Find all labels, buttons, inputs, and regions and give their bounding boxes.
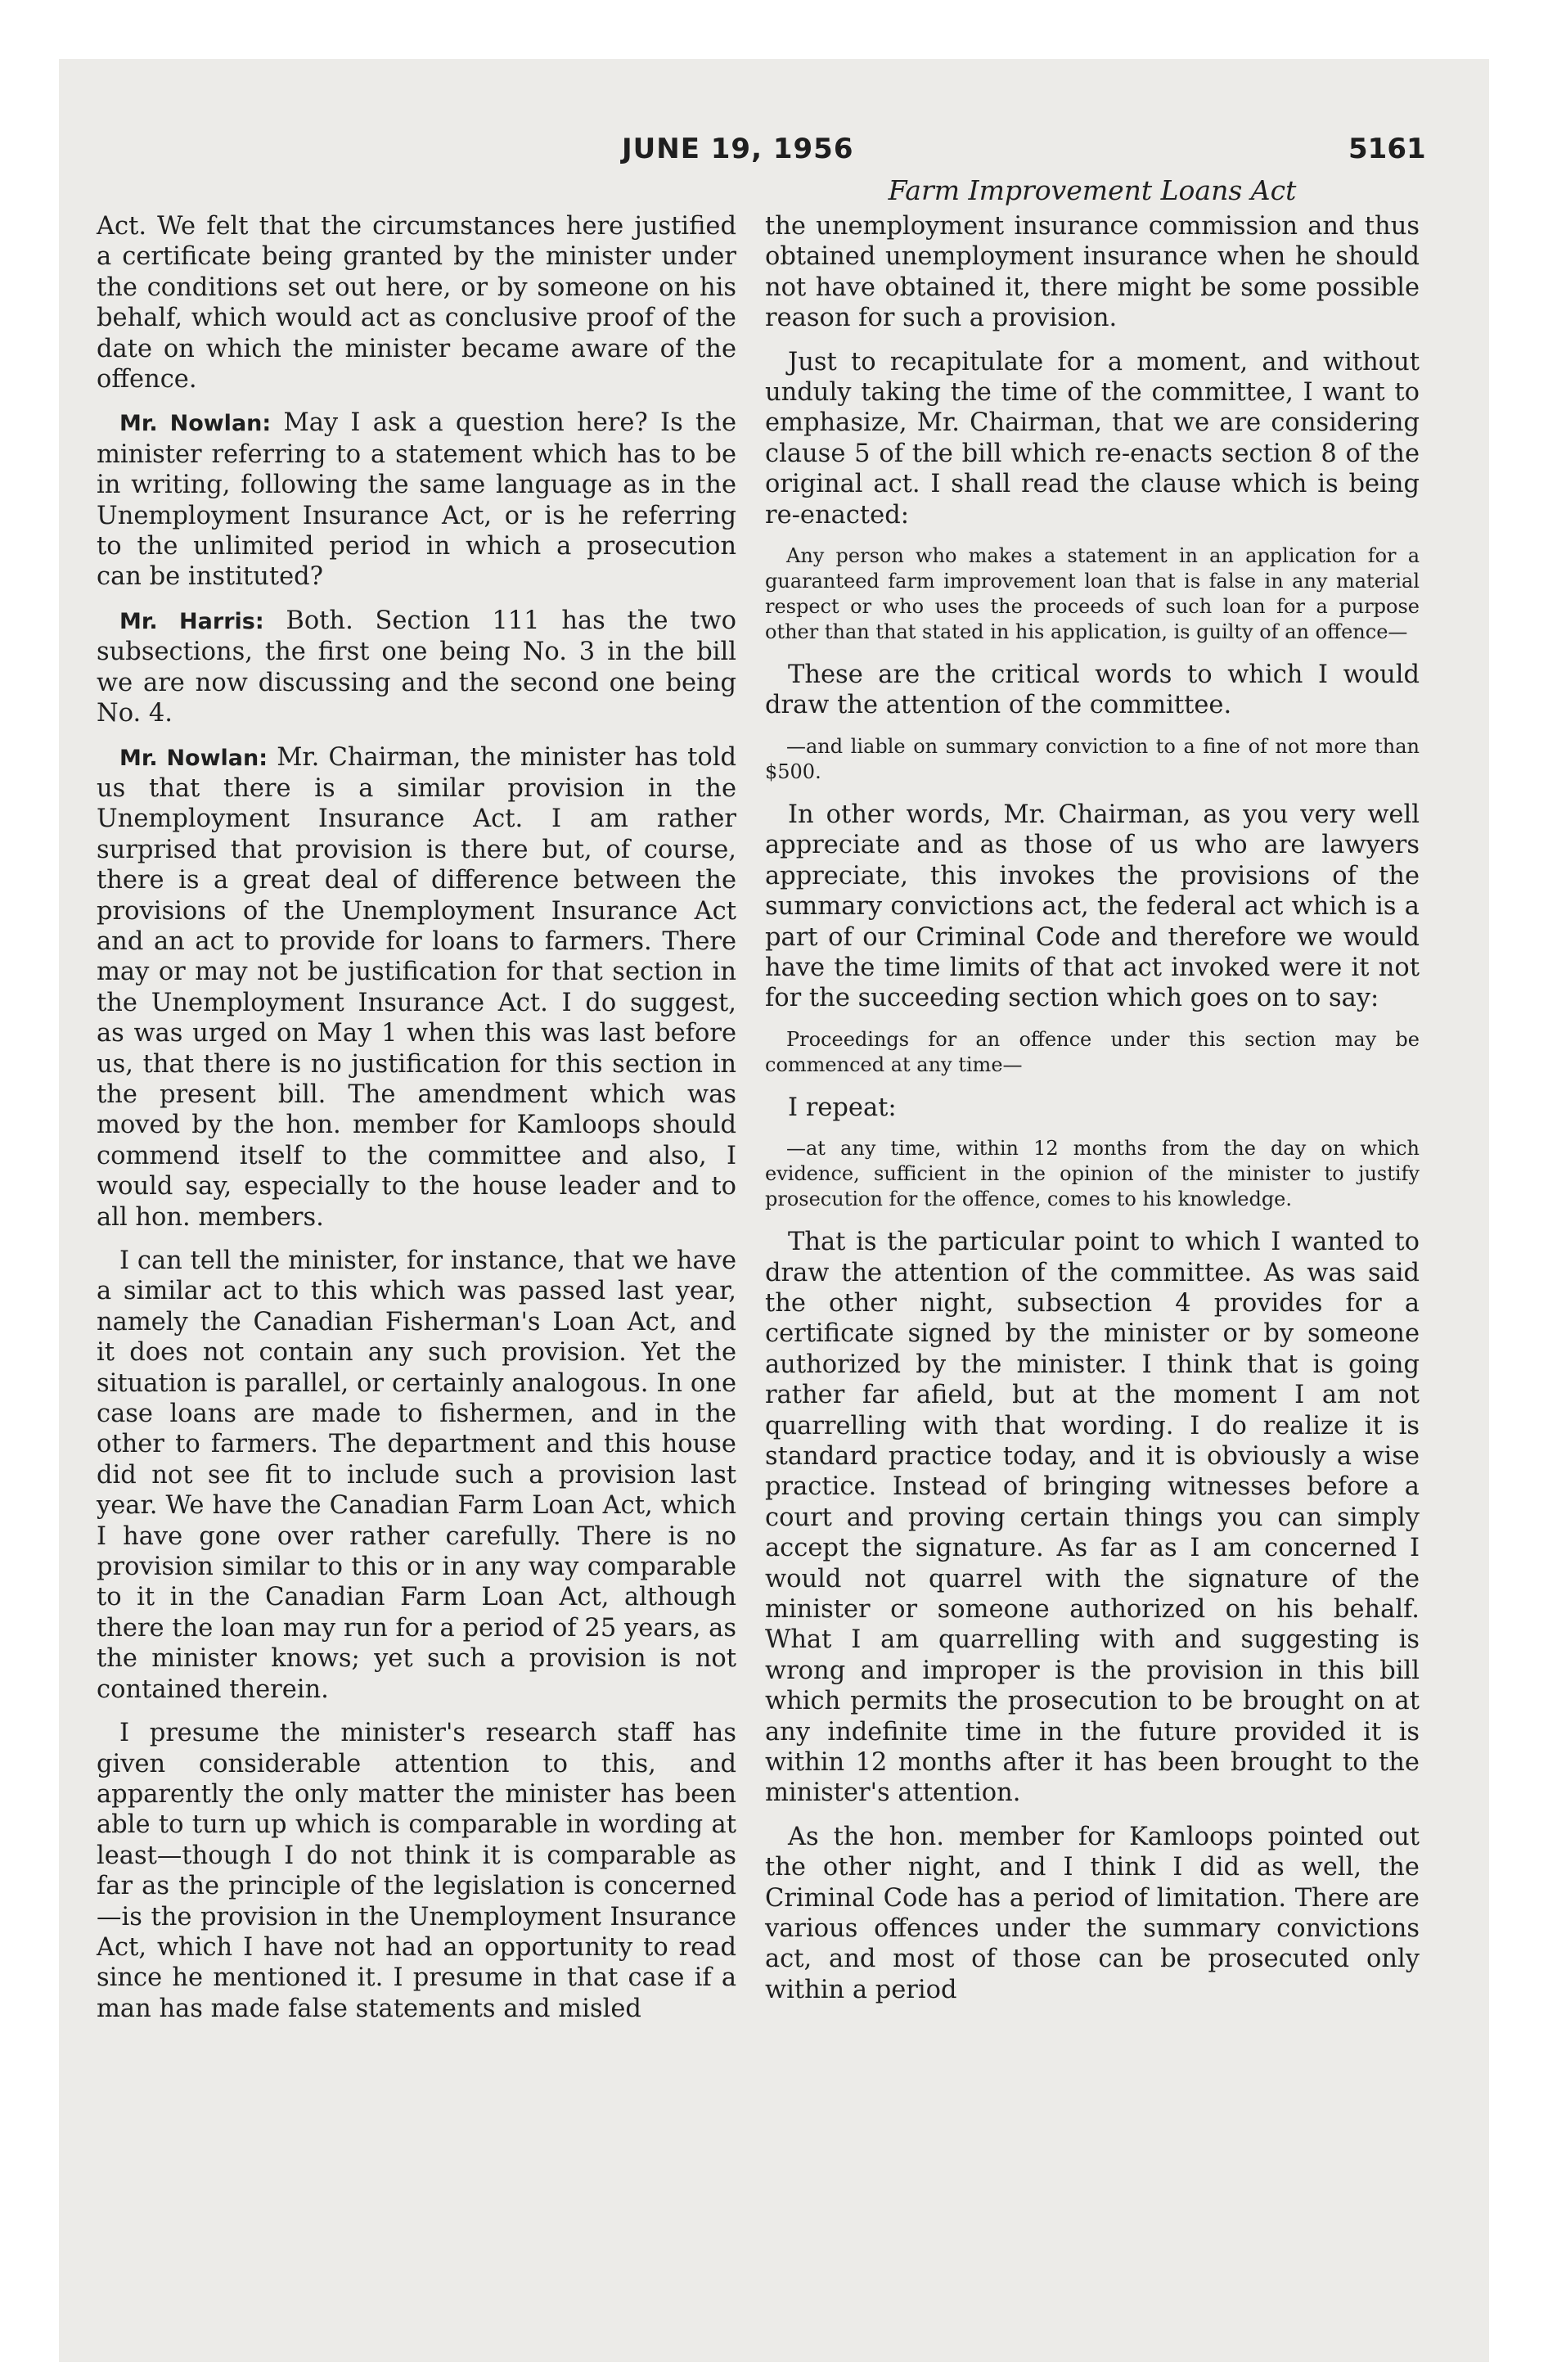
speech-text: May I ask a question here? Is the minister referring to a statement which has to be in writing, following the same language as in the Unemployment Insurance Act, or is he referring to the unlimited period in which a prosecution can be instituted? <box>97 408 737 592</box>
paragraph: That is the particular point to which I wanted to draw the attention of the committee. As was said the other night, subsection 4 provides for a certificate signed by the minister or by someone authorized by the minister. I think that is going rather far afield, but at the moment I am not quarrelling with that wording. I do realize it is standard practice today, and it is obviously a wise practice. Instead of bringing witnesses before a court and proving certain things you can simply accept the signature. As far as I am concerned I would not quarrel with the signature of the minister or someone authorized on his behalf. What I am quarrelling with and suggesting is wrong and improper is the provision in this bill which permits the prosecution to be brought on at any indefinite time in the future provided it is within 12 months after it has been brought to the minister's attention. <box>765 1228 1420 1808</box>
speech-text: Mr. Chairman, the minister has told us that there is a similar provision in the Unemployment Insurance Act. I am rather surprised that provision is there but, of course, there is a great deal of difference between the provisions of the Unemployment Insurance Act and an act to provide for loans to farmers. There may or may not be justification for that section in the Unemployment Insurance Act. I do suggest, as was urged on May 1 when this was last before us, that there is no justification for this section in the present bill. The amendment which was moved by the hon. member for Kamloops should commend itself to the committee and also, I would say, especially to the house leader and to all hon. members. <box>97 742 736 1232</box>
quoted-clause: Proceedings for an offence under this section may be commenced at any time— <box>765 1027 1420 1076</box>
quoted-clause: Any person who makes a statement in an application for a guaranteed farm improvement loan that is false in any material respect or who uses the proceeds of such loan for a purpose other than that stated in his application, is guilty of an offence— <box>765 544 1420 644</box>
right-column <box>765 211 1420 2018</box>
left-column <box>97 211 736 2037</box>
quoted-clause: —at any time, within 12 months from the day on which evidence, sufficient in the opinion of the minister to justify prosecution for the offence, comes to his knowledge. <box>765 1137 1420 1211</box>
paragraph: In other words, Mr. Chairman, as you very well appreciate and as those of us who are lawyers appreciate, this invokes the provisions of the summary convictions act, the federal act which is a part of our Criminal Code and therefore we would have the time limits of that act invoked were it not for the succeeding section which goes on to say: <box>765 800 1420 1013</box>
paragraph: These are the critical words to which I would draw the attention of the committee. <box>765 660 1420 720</box>
paragraph: I repeat: <box>788 1093 897 1122</box>
page-date: JUNE 19, 1956 <box>622 133 854 165</box>
paragraph <box>97 742 736 1233</box>
paragraph: I presume the minister's research staff has given considerable attention to this, and apparently the only matter the minister has been able to turn up which is comparable in wording at least—though I do not think it is comparable as far as the principle of the legislation is concerned—is the provision in the Unemployment Insurance Act, which I have not had an opportunity to read since he mentioned it. I presume in that case if a man has made false statements and misled <box>97 1719 736 2023</box>
speaker-name: Mr. Nowlan: <box>119 411 272 437</box>
paragraph <box>97 606 736 729</box>
paragraph: the unemployment insurance commission and thus obtained unemployment insurance when he should not have obtained it, there might be some possible reason for such a provision. <box>765 212 1420 333</box>
paragraph: I can tell the minister, for instance, that we have a similar act to this which was passed last year, namely the Canadian Fisherman's Loan Act, and it does not contain any such provision. Yet the situation is parallel, or certainly analogous. In one case loans are made to fishermen, and in the other to farmers. The department and this house did not see fit to include such a provision last year. We have the Canadian Farm Loan Act, which I have gone over rather carefully. There is no provision similar to this or in any way comparable to it in the Canadian Farm Loan Act, although there the loan may run for a period of 25 years, as the minister knows; yet such a provision is not contained therein. <box>97 1246 736 1704</box>
paragraph: Act. We felt that the circumstances here justified a certificate being granted by the minister under the conditions set out here, or by someone on his behalf, which would act as conclusive proof of the date on which the minister became aware of the offence. <box>97 212 736 394</box>
page-number: 5161 <box>1348 133 1426 165</box>
paragraph: As the hon. member for Kamloops pointed out the other night, and I think I did as well, the Criminal Code has a period of limitation. There are various offences under the summary convictions act, and most of those can be prosecuted only within a period <box>765 1822 1420 2004</box>
paragraph <box>97 408 736 592</box>
running-head: Farm Improvement Loans Act <box>888 174 1297 206</box>
speaker-name: Mr. Harris: <box>119 608 264 634</box>
speaker-name: Mr. Nowlan: <box>119 745 268 771</box>
paragraph: Just to recapitulate for a moment, and without unduly taking the time of the committee, I want to emphasize, Mr. Chairman, that we are considering clause 5 of the bill which re-enacts section 8 of the original act. I shall read the clause which is being re-enacted: <box>765 347 1420 530</box>
speech-text: Both. Section 111 has the two subsections, the first one being No. 3 in the bill we are now discussing and the second one being No. 4. <box>97 606 736 728</box>
quoted-clause: —and liable on summary conviction to a fine of not more than $500. <box>765 734 1420 783</box>
